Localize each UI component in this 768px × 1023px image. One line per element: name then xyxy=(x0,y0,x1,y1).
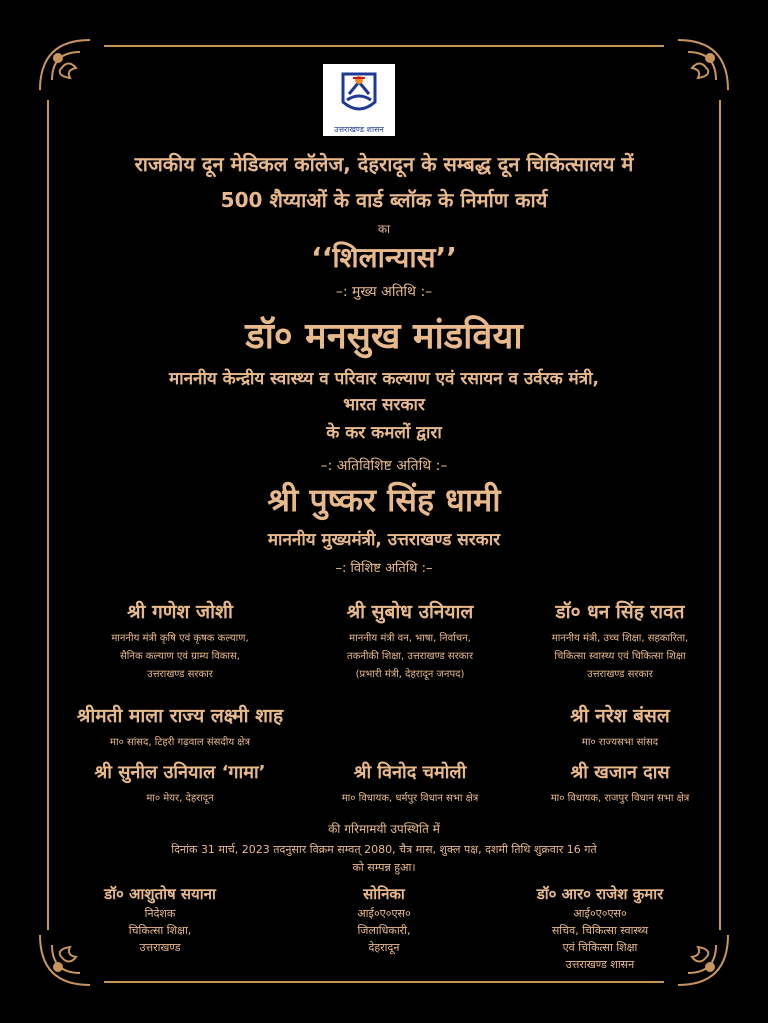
date-line-1: दिनांक 31 मार्च, 2023 तदनुसार विक्रम सम्वत् 2080, चैत्र मास, शुक्ल पक्ष, दशमी तिथि शुक्रवार 16 गते xyxy=(171,843,597,856)
logo-caption: उत्तराखण्ड शासन xyxy=(334,125,384,134)
guest-desc: उत्तराखण्ड सरकार xyxy=(147,669,213,680)
special-guest xyxy=(70,598,290,680)
official-name: डॉ० आर० राजेश कुमार xyxy=(536,885,664,903)
guest-desc: मा० राज्यसभा सांसद xyxy=(581,737,659,748)
heading-line-1: राजकीय दून मेडिकल कॉलेज, देहरादून के सम्बद्ध दून चिकित्सालय में xyxy=(134,152,634,176)
official-line: जिलाधिकारी, xyxy=(357,924,411,937)
official-line: देहरादून xyxy=(368,941,400,954)
guest-desc: माननीय मंत्री वन, भाषा, निर्वाचन, xyxy=(349,633,471,644)
corner-ornament-icon xyxy=(678,40,728,90)
special-guest-label: –: विशिष्ट अतिथि :– xyxy=(335,561,433,576)
guest-name: श्री नरेश बंसल xyxy=(570,705,670,727)
guest-desc: मा० विधायक, राजपुर विधान सभा क्षेत्र xyxy=(550,793,690,804)
official-name: सोनिका xyxy=(363,885,405,903)
official-line: आई०ए०एस० xyxy=(357,907,411,920)
guest-desc: माननीय मंत्री, उच्च शिक्षा, सहकारिता, xyxy=(551,633,689,644)
guest-desc: सैनिक कल्याण एवं ग्राम्य विकास, xyxy=(120,651,240,662)
guest-desc: मा० विधायक, धर्मपुर विधान सभा क्षेत्र xyxy=(341,793,479,804)
guest-desc: मा० सांसद, टिहरी गढ़वाल संसदीय क्षेत्र xyxy=(110,737,250,748)
official-line: उत्तराखण्ड xyxy=(139,941,181,954)
heading-ka: का xyxy=(377,222,391,236)
vip-guest-desc: माननीय मुख्यमंत्री, उत्तराखण्ड सरकार xyxy=(267,530,501,550)
guest-desc: चिकित्सा स्वास्थ्य एवं चिकित्सा शिक्षा xyxy=(554,651,686,662)
chief-guest-name: डॉ० मनसुख मांडविया xyxy=(245,316,523,357)
official-line: चिकित्सा शिक्षा, xyxy=(128,924,192,937)
guest-name: श्रीमती माला राज्य लक्ष्मी शाह xyxy=(76,705,284,727)
special-guest xyxy=(300,598,520,680)
special-guest xyxy=(50,702,310,748)
date-line-2: को सम्पन्न हुआ। xyxy=(352,861,416,874)
vip-guest-name: श्री पुष्कर सिंह धामी xyxy=(267,481,501,519)
official xyxy=(490,884,710,972)
chief-guest-desc-2: भारत सरकार xyxy=(343,395,425,415)
event-title: ‘‘शिलान्यास’’ xyxy=(311,241,457,274)
guest-name: श्री सुबोध उनियाल xyxy=(346,601,474,623)
vip-guest-label: –: अतिविशिष्ट अतिथि :– xyxy=(320,458,448,474)
heading-line-2: 500 शैय्याओं के वार्ड ब्लॉक के निर्माण कार्य xyxy=(220,188,548,212)
special-guest xyxy=(510,598,730,680)
guest-desc: मा० मेयर, देहरादून xyxy=(146,793,214,804)
chief-guest-desc-1: माननीय केन्द्रीय स्वास्थ्य व परिवार कल्याण एवं रसायन व उर्वरक मंत्री, xyxy=(169,369,599,389)
official xyxy=(284,884,484,955)
uttarakhand-emblem-icon xyxy=(323,64,395,136)
official-name: डॉ० आशुतोष सयाना xyxy=(104,885,216,903)
chief-guest-label: –: मुख्य अतिथि :– xyxy=(335,284,433,300)
guest-name: श्री विनोद चमोली xyxy=(353,762,467,783)
special-guest xyxy=(510,702,730,748)
presence-line: की गरिमामयी उपस्थिति में xyxy=(328,822,440,836)
guest-desc: माननीय मंत्री कृषि एवं कृषक कल्याण, xyxy=(111,633,249,644)
official-line: एवं चिकित्सा शिक्षा xyxy=(562,941,638,954)
guest-name: श्री सुनील उनियाल ‘गामा’ xyxy=(94,762,266,783)
official-line: निदेशक xyxy=(144,907,176,920)
guest-name: श्री खजान दास xyxy=(570,762,670,783)
official-line: उत्तराखण्ड शासन xyxy=(565,958,635,971)
special-guest xyxy=(510,760,730,804)
corner-ornament-icon xyxy=(40,40,90,90)
guest-name: डॉ० धन सिंह रावत xyxy=(555,601,685,623)
chief-guest-desc-3: के कर कमलों द्वारा xyxy=(326,423,442,443)
official xyxy=(60,884,260,955)
special-guest xyxy=(300,760,520,804)
official-line: सचिव, चिकित्सा स्वास्थ्य xyxy=(551,924,649,937)
guest-desc: उत्तराखण्ड सरकार xyxy=(587,669,653,680)
guest-name: श्री गणेश जोशी xyxy=(127,601,233,623)
official-line: आई०ए०एस० xyxy=(573,907,627,920)
special-guest xyxy=(70,760,290,804)
guest-desc: तकनीकी शिक्षा, उत्तराखण्ड सरकार xyxy=(346,651,474,662)
guest-desc: (प्रभारी मंत्री, देहरादून जनपद) xyxy=(355,669,465,680)
